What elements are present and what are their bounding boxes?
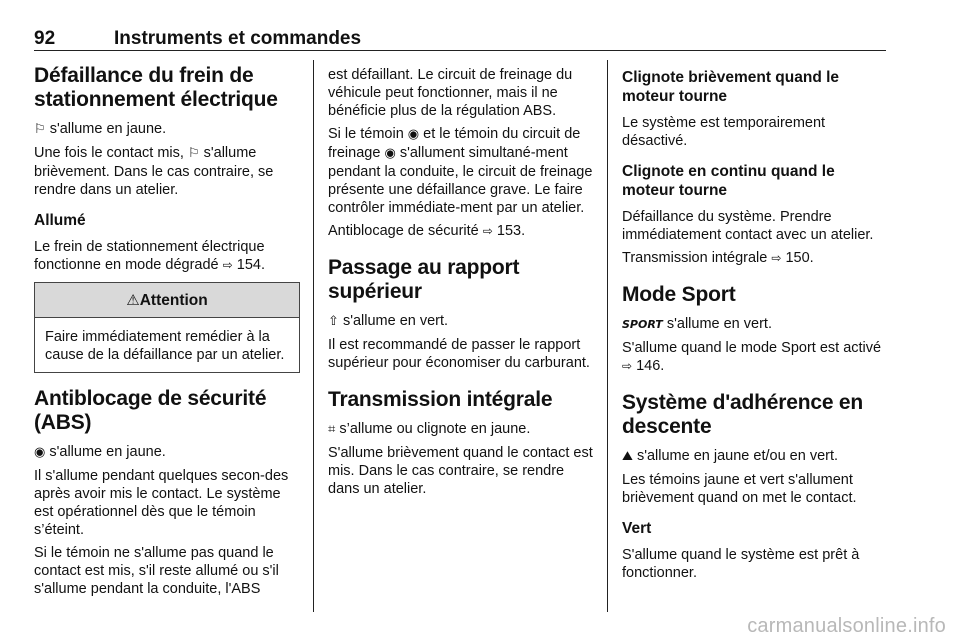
abs-warning-icon: ◉ [407,127,420,142]
column-1 [34,64,300,603]
watermark: carmanualsonline.info [747,615,946,637]
page-ref-link[interactable]: 150. [785,250,814,266]
paragraph: SPORT s'allume en vert. [622,316,772,332]
section-title: Passage au rapport supérieur [328,256,520,303]
column-3 [622,68,886,587]
upshift-indicator-icon: ⇧ [328,314,339,329]
paragraph: ⚐ s'allume en jaune. [34,121,167,137]
paragraph: S'allume quand le système est prêt à fonctionner. [622,547,860,581]
attention-title: Attention [139,292,208,309]
attention-box [34,282,300,373]
brake-system-warning-icon: ◉ [384,146,396,161]
all-wheel-drive-icon: ⌗ [328,422,336,437]
paragraph: Si le témoin ◉ et le témoin du circuit de freinage ◉ s'allument simultané-ment pendant la conduite, le circuit de freinage présente une défaillance grave. Le faire contrôler immédiate-ment par un atelier. [328,126,593,216]
hill-descent-control-icon: ⛰ [622,449,633,464]
column-divider [607,60,608,612]
page-ref-link[interactable]: 154. [236,257,265,273]
page-ref-arrow-icon: ⇨ [771,251,782,265]
paragraph: Si le témoin ne s'allume pas quand le contact est mis, s'il reste allumé ou s'il s'allume pendant la conduite, l'ABS [34,545,279,597]
paragraph: Les témoins jaune et vert s'allument brièvement quand on met le contact. [622,472,857,506]
section-title: Défaillance du frein de stationnement électrique [34,64,278,111]
attention-header [35,283,299,318]
subheading: Allumé [34,212,86,229]
parking-brake-warning-icon: ⚐ [187,146,200,161]
paragraph: ◉ s'allume en jaune. [34,444,166,460]
paragraph: est défaillant. Le circuit de freinage du véhicule peut fonctionner, mais il ne bénéficie plus de la régulation ABS. [328,67,573,119]
section-title: Système d'adhérence en descente [622,391,864,438]
paragraph: Transmission intégrale ⇨ 150. [622,250,814,266]
paragraph: Le frein de stationnement électrique fonctionne en mode dégradé ⇨ 154. [34,239,265,273]
parking-brake-warning-icon: ⚐ [34,122,46,137]
attention-text: Faire immédiatement remédier à la cause de la défaillance par un atelier. [45,329,285,363]
column-2 [328,66,594,503]
paragraph: S'allume brièvement quand le contact est mis. Dans le cas contraire, se rendre dans un atelier. [328,445,593,497]
subheading: Clignote en continu quand le moteur tourne [622,163,835,199]
subheading: Vert [622,520,652,537]
paragraph: Le système est temporairement désactivé. [622,115,826,149]
paragraph: Antiblocage de sécurité ⇨ 153. [328,223,526,239]
section-title: Mode Sport [622,283,736,306]
page-ref-arrow-icon: ⇨ [482,224,493,238]
paragraph: S'allume quand le mode Sport est activé ⇨ 146. [622,340,882,374]
paragraph: ⛰ s'allume en jaune et/ou en vert. [622,448,839,464]
paragraph: Une fois le contact mis, ⚐ s'allume brièvement. Dans le cas contraire, se rendre dans un atelier. [34,145,274,198]
column-divider [313,60,314,612]
page-ref-arrow-icon: ⇨ [622,359,633,373]
paragraph: Défaillance du système. Prendre immédiatement contact avec un atelier. [622,209,874,243]
subheading: Clignote brièvement quand le moteur tourne [622,69,840,105]
warning-triangle-icon: ⚠ [126,291,140,309]
abs-warning-icon: ◉ [34,445,46,460]
paragraph: Il s'allume pendant quelques secon-des après avoir mis le contact. Le système est opérationnel dès que le témoin s’éteint. [34,468,289,538]
paragraph: ⌗ s’allume ou clignote en jaune. [328,421,531,437]
page-ref-link[interactable]: 153. [496,223,526,239]
page-ref-link[interactable]: 146. [636,358,665,374]
section-title: Transmission intégrale [328,388,553,411]
page-ref-arrow-icon: ⇨ [222,258,233,272]
paragraph: ⇧ s'allume en vert. [328,313,449,329]
page-number: 92 [34,28,56,49]
paragraph: Il est recommandé de passer le rapport supérieur pour économiser du carburant. [328,337,590,371]
attention-body [35,318,299,372]
running-title: Instruments et commandes [114,28,362,49]
page-header [34,24,886,51]
sport-mode-icon: SPORT [622,318,663,331]
section-title: Antiblocage de sécurité (ABS) [34,387,267,434]
